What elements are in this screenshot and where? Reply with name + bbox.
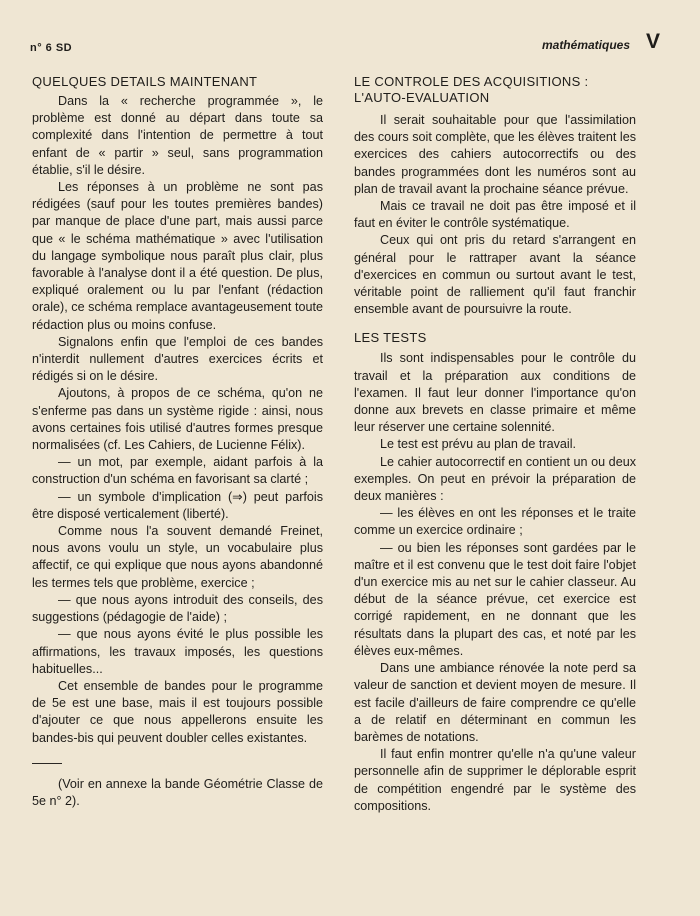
paragraph: Dans une ambiance rénovée la note perd sa valeur de sanction et devient moyen de mesure. Il est facile d'ailleurs de faire comprendre ce qu'elle a de relatif en déterminant en commun les barèmes de notations. bbox=[354, 661, 636, 744]
paragraph: — un symbole d'implication (⇒) peut parfois être disposé verticalement (liberté). bbox=[32, 489, 323, 521]
paragraph: Il serait souhaitable pour que l'assimilation des cours soit complète, que les élèves traitent les exercices des cahiers autocorrectifs ou des bandes programmées dont les numéros sont au plan de travail avant la prochaine séance prévue. bbox=[354, 113, 636, 196]
paragraph: Comme nous l'a souvent demandé Freinet, nous avons voulu un style, un vocabulaire plus affectif, ce qui explique que nous ayons abandonné les termes tels que problème, exercice ; bbox=[32, 524, 323, 590]
paragraph: Le test est prévu au plan de travail. bbox=[380, 437, 577, 452]
paragraph: Signalons enfin que l'emploi de ces bandes n'interdit nullement d'autres exercices écrits et rédigés si on le désire. bbox=[32, 334, 323, 384]
right-heading-line1: LE CONTROLE DES ACQUISITIONS : bbox=[354, 74, 589, 89]
annex-note: (Voir en annexe la bande Géométrie Classe de 5e n° 2). bbox=[32, 776, 323, 808]
paragraph: Mais ce travail ne doit pas être imposé et il faut en éviter le contrôle systématique. bbox=[354, 199, 636, 231]
paragraph: Il faut enfin montrer qu'elle n'a qu'une valeur personnelle afin de supprimer le déplorable esprit de compétition engendré par le système des compositions. bbox=[354, 747, 636, 813]
right-column bbox=[354, 74, 636, 815]
paragraph: — ou bien les réponses sont gardées par le maître et il est convenu que le test doit faire l'objet d'un exercice mis au net sur le cahier classeur. Au début de la séance prévue, cet exercice est corrigé rapidement, en ne donnant que les résultats dans la plupart des cas, et noté par les élèves eux-mêmes. bbox=[354, 540, 636, 658]
paragraph: Cet ensemble de bandes pour le programme de 5e est une base, mais il est toujours possible d'ajouter ce que nous appellerons ensuite les bandes-bis qui peuvent doubler celles existantes. bbox=[32, 678, 323, 745]
paragraph: Les réponses à un problème ne sont pas rédigées (sauf pour les toutes premières bandes) par manque de place d'une part, mais aussi parce que « le schéma mathématique » avec l'utilisation du langage symbolique nous paraît plus clair, plus favorable à l'analyse dont il a été question. De plus, expliqué oralement ou lu par l'enfant (rédaction orale), ce schéma remplace avantageusement toute rédaction plus ou moins confuse. bbox=[32, 180, 323, 332]
separator-rule bbox=[32, 763, 62, 764]
paragraph: — un mot, par exemple, aidant parfois à la construction d'un schéma en favorisant sa clarté ; bbox=[32, 455, 323, 487]
paragraph: Ils sont indispensables pour le contrôle du travail et la préparation aux conditions de l'examen. Il faut leur donner l'importance qu'on donne aux brevets en classe primaire et même leur réserver une certaine solennité. bbox=[354, 351, 636, 435]
paragraph: Dans la « recherche programmée », le problème est donné au départ dans toute sa complexité dans l'intention de permettre à tout enfant de « partir » seul, sans programmation établie, s'il le désire. bbox=[32, 94, 323, 177]
paragraph: — que nous ayons évité le plus possible les affirmations, les travaux imposés, les questions habituelles... bbox=[32, 627, 323, 676]
issue-label: n° 6 SD bbox=[30, 42, 73, 54]
paragraph: Le cahier autocorrectif en contient un ou deux exemples. On peut en prévoir la préparation de deux manières : bbox=[354, 454, 636, 504]
section-title: mathématiques bbox=[541, 38, 630, 52]
paragraph: Ceux qui ont pris du retard s'arrangent en général pour le rattraper avant la séance d'exercices en commun ou surtout avant le test, véritable point de ralliement qu'il faut franchir ensemble avant de poursuivre la route. bbox=[354, 233, 636, 317]
tests-heading: LES TESTS bbox=[354, 330, 427, 346]
right-heading-line2: L'AUTO-EVALUATION bbox=[354, 90, 490, 105]
paragraph: — les élèves en ont les réponses et le traite comme un exercice ordinaire ; bbox=[354, 506, 636, 538]
left-heading: QUELQUES DETAILS MAINTENANT bbox=[32, 74, 258, 89]
paragraph: — que nous ayons introduit des conseils, des suggestions (pédagogie de l'aide) ; bbox=[32, 592, 323, 625]
paragraph: Ajoutons, à propos de ce schéma, qu'on ne s'enferme pas dans un système rigide : ainsi, nous avons certaines fois utilisé d'autres formes presque normalisées (cf. Les Cahiers, de Lucienne Félix). bbox=[32, 386, 323, 453]
left-column bbox=[32, 74, 323, 810]
page-numeral: V bbox=[645, 30, 660, 53]
